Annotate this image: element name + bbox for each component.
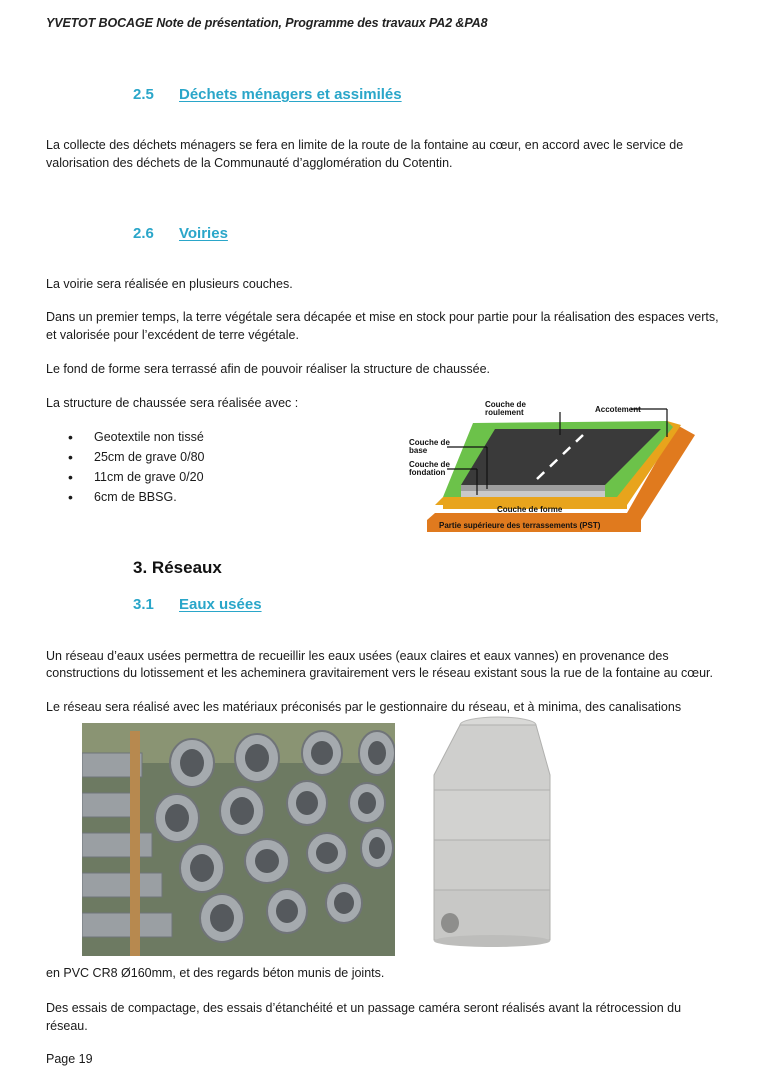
section-title: Réseaux — [151, 558, 222, 577]
paragraph-eaux-2: Le réseau sera réalisé avec les matériaux préconisés par le gestionnaire du réseau, et à minima, des canalisations — [46, 700, 682, 714]
pipe-hole — [255, 849, 279, 873]
list-item: • Geotextile non tissé — [68, 427, 205, 447]
section-heading-2-5 — [133, 86, 402, 103]
pipe-hole — [368, 741, 386, 765]
page-number: Page 19 — [46, 1052, 93, 1066]
base-layer — [461, 485, 605, 491]
paragraph-voirie-3: Le fond de forme sera terrassé afin de pouvoir réaliser la structure de chaussée. — [46, 362, 490, 376]
section-heading-2-6 — [133, 225, 228, 242]
pipe-hole — [369, 837, 385, 859]
pipe-hole — [165, 804, 189, 832]
layers-list — [68, 427, 205, 507]
document-header: YVETOT BOCAGE Note de présentation, Programme des travaux PA2 &PA8 — [46, 16, 488, 30]
section-number: 3.1 — [133, 596, 154, 613]
paragraph-eaux-1: Un réseau d’eaux usées permettra de recueillir les eaux usées (eaux claires et eaux vannes) en provenance des constructions du lotissement et les acheminera gravitairement vers le réseau existant sous la rue de la fontaine au cœur. — [46, 649, 714, 680]
pipe-body — [82, 793, 132, 817]
paragraph-voirie-2: Dans un premier temps, la terre végétale sera décapée et mise en stock pour partie pour la réalisation des espaces verts, et valorisée pour l’excédent de terre végétale. — [46, 310, 719, 342]
pipe-body — [82, 913, 172, 937]
pipe-hole — [358, 792, 376, 814]
label-couche-fondation-1: Couche de — [409, 460, 450, 469]
section-number: 2.5 — [133, 86, 154, 103]
manhole-bottom — [434, 935, 550, 947]
list-item: • 25cm de grave 0/80 — [68, 447, 205, 467]
label-couche-base-1: Couche de — [409, 438, 450, 447]
label-couche-fondation-2: fondation — [409, 468, 446, 477]
list-item: • 11cm de grave 0/20 — [68, 467, 205, 487]
pipe-hole — [245, 744, 269, 772]
pipe-body — [82, 833, 152, 857]
manhole-ring — [434, 790, 550, 840]
section-number: 3. — [133, 558, 148, 577]
pipe-hole — [334, 892, 354, 914]
pipe-hole — [180, 749, 204, 777]
fondation-layer — [461, 491, 605, 497]
wood-frame — [130, 731, 140, 956]
section-title: Déchets ménagers et assimilés — [179, 86, 402, 103]
label-couche-roulement-1: Couche de — [485, 400, 526, 409]
paragraph-eaux-4: Des essais de compactage, des essais d’étanchéité et un passage caméra seront réalisés avant la rétrocession du réseau. — [46, 1001, 682, 1033]
label-pst: Partie supérieure des terrassements (PST) — [439, 521, 601, 530]
label-couche-forme: Couche de forme — [497, 505, 563, 514]
paragraph-eaux-3: en PVC CR8 Ø160mm, et des regards béton munis de joints. — [46, 966, 385, 980]
label-accotement: Accotement — [595, 405, 641, 414]
list-item: • 6cm de BBSG. — [68, 487, 205, 507]
pipe-hole — [311, 741, 333, 765]
pipe-hole — [276, 899, 298, 923]
pipe-hole — [190, 854, 214, 882]
concrete-manhole-photo — [420, 715, 580, 955]
road-structure-diagram — [405, 395, 695, 540]
paragraph-voirie-4: La structure de chaussée sera réalisée avec : — [46, 396, 299, 410]
pipe-hole — [230, 797, 254, 825]
pipe-hole — [296, 791, 318, 815]
manhole-cone — [434, 725, 550, 790]
section-heading-3 — [133, 558, 222, 578]
paragraph-dechets: La collecte des déchets ménagers se fera en limite de la route de la fontaine au cœur, en accord avec le service de valorisation des déchets de la Communauté d’agglomération du Cotentin. — [46, 138, 684, 170]
label-couche-roulement-2: roulement — [485, 408, 524, 417]
section-title: Voiries — [179, 225, 228, 242]
section-number: 2.6 — [133, 225, 154, 242]
pipe-body — [82, 873, 162, 897]
pipe-hole — [210, 904, 234, 932]
section-title: Eaux usées — [179, 596, 262, 613]
manhole-inlet — [441, 913, 459, 933]
pipe-hole — [316, 842, 338, 864]
section-heading-3-1 — [133, 596, 262, 613]
manhole-ring — [434, 840, 550, 890]
pvc-pipes-photo — [82, 723, 395, 956]
label-couche-base-2: base — [409, 446, 428, 455]
paragraph-voirie-1: La voirie sera réalisée en plusieurs couches. — [46, 277, 293, 291]
